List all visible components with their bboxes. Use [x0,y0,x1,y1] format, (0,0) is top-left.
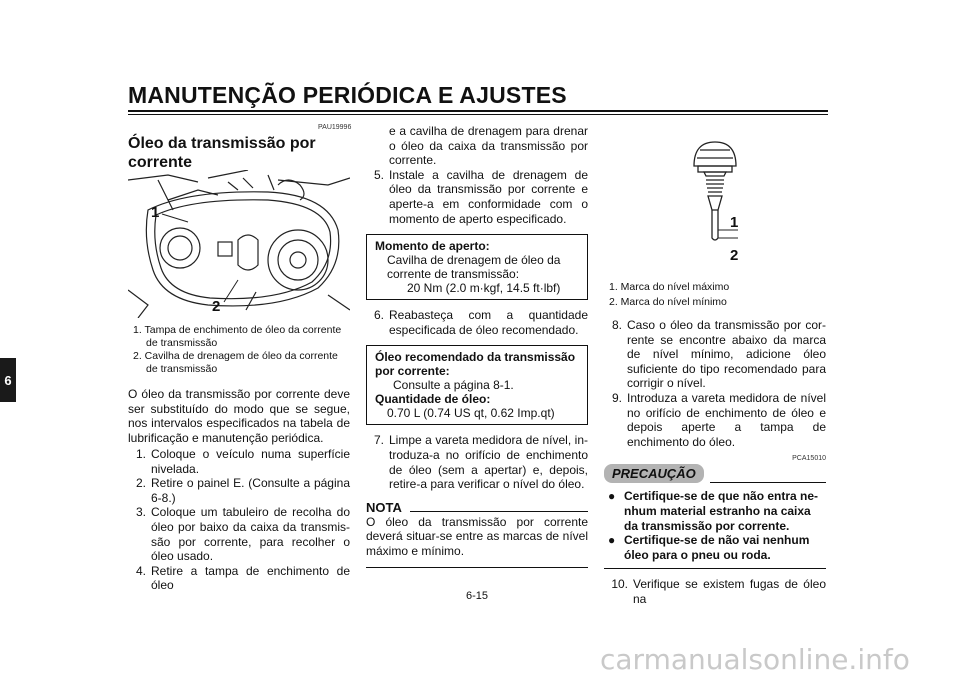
list-item: 2. Retire o painel E. (Consulte a página 6-8.) [135,476,350,505]
caption-1-cont: de transmissão [146,337,218,349]
caution-badge: PRECAUÇÃO [604,464,704,483]
oil-qty-label: Quantidade de óleo: [375,392,491,407]
list-item: 8. Caso o óleo da transmissão por corrente se encontre abaixo da marca de nível mínimo, adicione óleo suficiente do tipo recomendado para corrigir o nível. [611,318,826,391]
dipstick-label-1: 1 [730,214,739,231]
list-item: 1. Coloque o veículo numa superfície nivelada. [135,447,350,476]
list-item: 4. Retire a tampa de enchimento de óleo [135,563,350,593]
caution-end-rule [604,568,826,569]
page-number: 6-15 [466,590,489,602]
list-item: 9. Introduza a vareta medidora de nível no orifício de enchimento de óleo e depois aperte a tampa de enchimento do óleo. [611,390,826,449]
list-item: 7. Limpe a vareta medidora de nível, introduza-a no orifício de enchimento de óleo (sem a apertar) e, depois, retire-a para verificar o nível do óleo. [373,433,588,492]
section-title-line2: corrente [128,154,193,171]
caption-2-cont: de transmissão [146,363,218,375]
column-2 [366,124,588,568]
torque-spec-box [366,234,588,300]
column-3 [604,318,826,607]
dipstick-label-2: 2 [730,247,739,264]
figure-label-1: 1 [151,204,160,221]
nota-label: NOTA [366,499,402,515]
figure-captions [133,324,353,376]
header-rule [128,110,828,112]
torque-value: 20 Nm (2.0 m·kgf, 14.5 ft·lbf) [407,281,561,296]
list-item: 3. Coloque um tabuleiro de recolha do óleo por baixo da caixa da transmissão por corrente, para recolher o óleo usado. [135,505,350,564]
chapter-tab: 6 [0,358,16,402]
list-item: 10. Verifique se existem fugas de óleo na [611,577,826,606]
header-rule-thin [128,114,828,115]
nota-text: O óleo da transmissão por corrente deverá situar-se entre as marcas de nível máximo e mínimo. [366,514,588,558]
steps-list [128,447,350,593]
section-title [128,134,316,172]
list-item: 6. Reabasteça com a quantidade especificada de óleo recomendado. [373,308,588,337]
caption-min: 2. Marca do nível mínimo [609,296,727,308]
oil-title: Óleo recomendado da transmissão [375,350,576,365]
page-title: MANUTENÇÃO PERIÓDICA E AJUSTES [128,82,567,108]
caution-header [604,464,826,483]
intro-paragraph: O óleo da transmissão por corrente deve ser substituído do modo que se segue, nos intervalos especificados na tabela de lubrificação e manutenção periódica. [128,387,350,445]
section-title-line1: Óleo da transmissão por [128,135,316,152]
nota-end-rule [366,567,588,568]
list-item: e a cavilha de drenagem para drenar o óleo da caixa da transmissão por corrente. [389,124,588,168]
oil-spec-box [366,345,588,425]
torque-title: Momento de aperto: [375,239,490,254]
dipstick-illustration [680,138,760,268]
nota-header [366,500,588,515]
figure-label-2: 2 [212,298,221,315]
oil-title-cont: por corrente: [375,364,450,379]
list-item: ● Certifique-se de não vai nenhum óleo para o pneu ou roda. [608,533,810,562]
caption-1: 1. Tampa de enchimento de óleo da corrente [133,324,342,336]
watermark: carmanualsonline.info [600,643,910,676]
oil-qty: 0.70 L (0.74 US qt, 0.62 Imp.qt) [387,406,555,421]
transmission-case-illustration [128,170,350,318]
list-item: 5. Instale a cavilha de drenagem de óleo da transmissão por corrente e aperte-a em conformidade com o momento de aperto especificado. [373,167,588,226]
section-code: PAU19996 [318,124,352,131]
caution-code: PCA15010 [792,455,826,463]
list-item: ● Certifique-se de que não entra nenhum material estranho na caixa da transmissão por corrente. [608,489,819,533]
caption-2: 2. Cavilha de drenagem de óleo da corrente [133,350,338,362]
torque-line1: Cavilha de drenagem de óleo da [387,253,561,268]
caption-max: 1. Marca do nível máximo [609,281,730,293]
torque-line2: corrente de transmissão: [387,267,520,282]
oil-ref: Consulte a página 8-1. [393,378,514,393]
dipstick-captions [609,281,831,309]
caution-list [604,489,826,562]
